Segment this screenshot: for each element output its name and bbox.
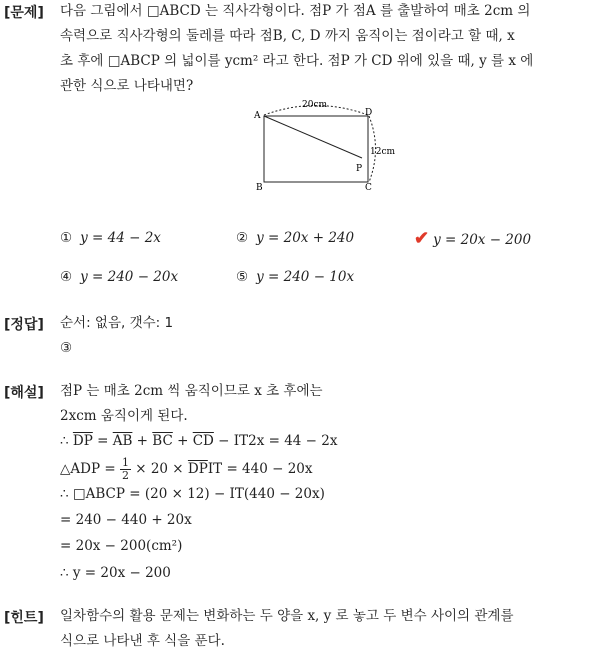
problem-tag: [문제] xyxy=(4,5,44,21)
triangle-adp: △ADP = xyxy=(60,461,120,477)
segment-cd: $\overline{CD}$ xyxy=(192,433,214,449)
fraction-denominator: 2 xyxy=(121,469,129,482)
point-p-label: P xyxy=(356,164,363,174)
equals: = xyxy=(92,433,113,449)
segment-dp: $\overline{DP}$ xyxy=(187,461,208,477)
explanation-line-3 xyxy=(60,432,337,450)
choice-5[interactable] xyxy=(236,269,354,285)
rectangle-abcd xyxy=(264,116,368,182)
problem-line-4: 관한 식으로 나타내면? xyxy=(60,78,194,94)
hint-tag: [힌트] xyxy=(4,610,44,626)
choice-2-number: ② xyxy=(236,230,249,246)
answer-tag: [정답] xyxy=(4,317,44,333)
equation-rest: − IT2x = 44 − 2x xyxy=(213,433,338,449)
segment-ap xyxy=(264,116,362,158)
choice-1[interactable] xyxy=(60,230,161,246)
checkmark-icon: ✔ xyxy=(414,228,430,249)
problem-line-2: 속력으로 직사각형의 둘레를 따라 점B, C, D 까지 움직이는 점이라고 할 때, x xyxy=(60,28,515,44)
segment-dp: $\overline{DP}$ xyxy=(72,433,93,449)
answer-line-2: ③ xyxy=(60,340,73,356)
problem-line-1: 다음 그림에서 □ABCD 는 직사각형이다. 점P 가 점A 를 출발하여 매초 2cm 의 xyxy=(60,3,531,19)
choice-5-number: ⑤ xyxy=(236,269,249,285)
rectangle-figure xyxy=(250,96,410,196)
vertex-d-label: D xyxy=(365,108,373,118)
segment-ab: $\overline{AB}$ xyxy=(112,433,133,449)
top-length-label: 20cm xyxy=(302,100,328,110)
problem-line-3: 초 후에 □ABCP 의 넓이를 ycm² 라고 한다. 점P 가 CD 위에 있을 때, y 를 x 에 xyxy=(60,53,534,69)
fraction-numerator: 1 xyxy=(121,456,129,469)
choice-2[interactable] xyxy=(236,230,354,246)
hint-line-1: 일차함수의 활용 문제는 변화하는 두 양을 x, y 로 놓고 두 변수 사이의 관계를 xyxy=(60,608,514,624)
choice-3-text: y = 20x − 200 xyxy=(433,232,532,248)
right-length-label: 12cm xyxy=(370,147,396,157)
equation-rest: IT = 440 − 20x xyxy=(207,461,313,477)
explanation-line-1: 점P 는 매초 2cm 씩 움직이므로 x 초 후에는 xyxy=(60,383,323,399)
segment-bc: $\overline{BC}$ xyxy=(152,433,173,449)
explanation-line-2: 2xcm 움직이게 된다. xyxy=(60,408,188,424)
explanation-tag: [해설] xyxy=(4,385,44,401)
explanation-line-4 xyxy=(60,456,313,482)
answer-line-1: 순서: 없음, 갯수: 1 xyxy=(60,315,174,331)
choice-3[interactable] xyxy=(414,228,531,249)
explanation-line-6: = 240 − 440 + 20x xyxy=(60,512,192,528)
hint-line-2: 식으로 나타낸 후 식을 푼다. xyxy=(60,633,225,649)
choice-1-text: y = 44 − 2x xyxy=(80,230,161,246)
choice-4-number: ④ xyxy=(60,269,73,285)
choice-2-text: y = 20x + 240 xyxy=(256,230,355,246)
plus: + xyxy=(172,433,193,449)
choice-4[interactable] xyxy=(60,269,178,285)
plus: + xyxy=(132,433,153,449)
therefore-symbol: ∴ xyxy=(60,433,73,449)
vertex-b-label: B xyxy=(256,183,263,193)
explanation-line-5: ∴ □ABCP = (20 × 12) − IT(440 − 20x) xyxy=(60,486,325,502)
times-twenty: × 20 × xyxy=(130,461,188,477)
explanation-line-8: ∴ y = 20x − 200 xyxy=(60,565,171,581)
fraction-one-half xyxy=(120,457,131,482)
choice-4-text: y = 240 − 20x xyxy=(80,269,179,285)
vertex-c-label: C xyxy=(365,183,372,193)
vertex-a-label: A xyxy=(254,111,261,121)
explanation-line-7: = 20x − 200(cm²) xyxy=(60,538,183,554)
choice-1-number: ① xyxy=(60,230,73,246)
choice-5-text: y = 240 − 10x xyxy=(256,269,355,285)
